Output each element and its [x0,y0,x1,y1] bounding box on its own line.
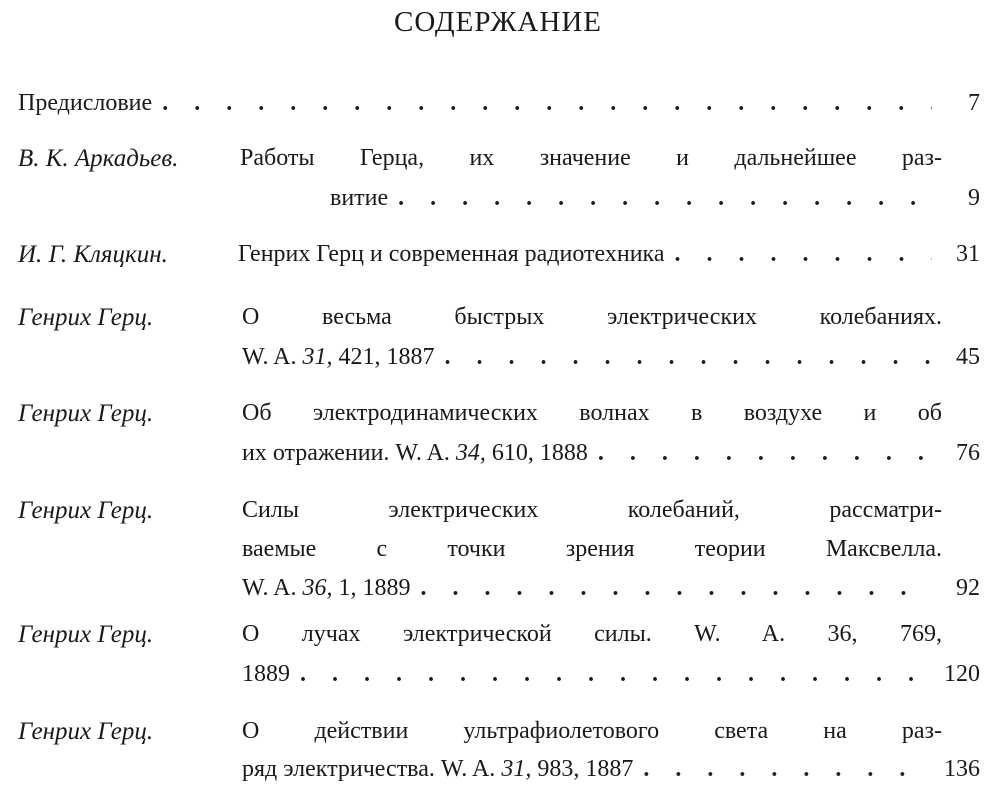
toc-line [242,621,942,648]
toc-entry [18,304,980,384]
entry-title: Генрих Герц и современная радиотехника [238,241,665,267]
leader-dots [674,241,932,268]
page-number: 92 [956,575,980,601]
page-number: 120 [944,661,980,687]
toc-line [242,718,942,745]
entry-author: Генрих Герц. [18,621,154,648]
volume: 34, [455,440,486,466]
page-number: 31 [956,241,980,267]
entry-title-cont: витие [330,185,389,211]
volume: 31, [302,344,333,370]
toc-line [238,241,980,268]
pages-year: 1, 1889 [332,575,411,601]
entry-author: В. К. Аркадьев. [18,145,179,172]
entry-author: Генрих Герц. [18,304,154,331]
page-title: СОДЕРЖАНИЕ [394,6,602,38]
entry-author: Генрих Герц. [18,400,154,427]
volume: 36, [302,575,333,601]
page-number: 9 [968,185,980,211]
leader-dots [162,90,932,117]
entry-title-cont: 1889 [242,661,290,687]
entry-title: Об электродинамических волнах в воздухе и об [242,400,942,426]
pages-year: 983, 1887 [531,756,634,782]
leader-dots [444,344,932,371]
pages-year: 610, 1888 [485,440,588,466]
toc-entry [18,241,980,281]
toc-entry [18,90,980,130]
toc-line [240,145,942,172]
toc-line [242,304,942,331]
leader-dots [643,756,932,783]
toc-line [242,497,942,524]
volume: 31, [501,756,532,782]
toc-entry [18,400,980,480]
page-number: 45 [956,344,980,370]
entry-author: Генрих Герц. [18,497,154,524]
toc-line [242,661,980,688]
entry-title: Силы электрических колебаний, рассматри- [242,497,942,523]
citation [242,440,588,467]
toc-line [242,400,942,427]
page-number: 136 [944,756,980,782]
entry-title: Работы Герца, их значение и дальнейшее раз- [240,145,942,171]
entry-author: И. Г. Кляцкин. [18,241,168,268]
leader-dots [300,661,932,688]
toc-line [242,536,942,563]
journal-ref: ряд электричества. W. A. [242,756,502,782]
toc-line [242,575,980,602]
page-number: 7 [968,90,980,116]
toc-line [242,440,980,467]
journal-ref: их отражении. W. A. [242,440,456,466]
toc-entry [18,621,980,701]
toc-entry [18,497,980,617]
pages-year: 421, 1887 [332,344,435,370]
toc-line [18,90,980,117]
entry-title: О лучах электрической силы. W. A. 36, 769, [242,621,942,647]
citation [242,575,410,602]
entry-title-cont: ваемые с точки зрения теории Максвелла. [242,536,942,562]
toc-line [242,756,980,783]
citation [242,756,633,783]
page-number: 76 [956,440,980,466]
toc-entry [18,145,980,225]
entry-title: Предисловие [18,90,153,116]
leader-dots [420,575,932,602]
entry-author: Генрих Герц. [18,718,154,745]
leader-dots [598,440,932,467]
entry-title: О действии ультрафиолетового света на раз- [242,718,942,744]
toc-entry [18,718,980,796]
journal-ref: W. A. [242,575,303,601]
toc-line [242,344,980,371]
journal-ref: W. A. [242,344,303,370]
leader-dots [398,185,932,212]
entry-title: О весьма быстрых электрических колебаниях. [242,304,942,330]
toc-line [330,185,980,212]
citation [242,344,434,371]
